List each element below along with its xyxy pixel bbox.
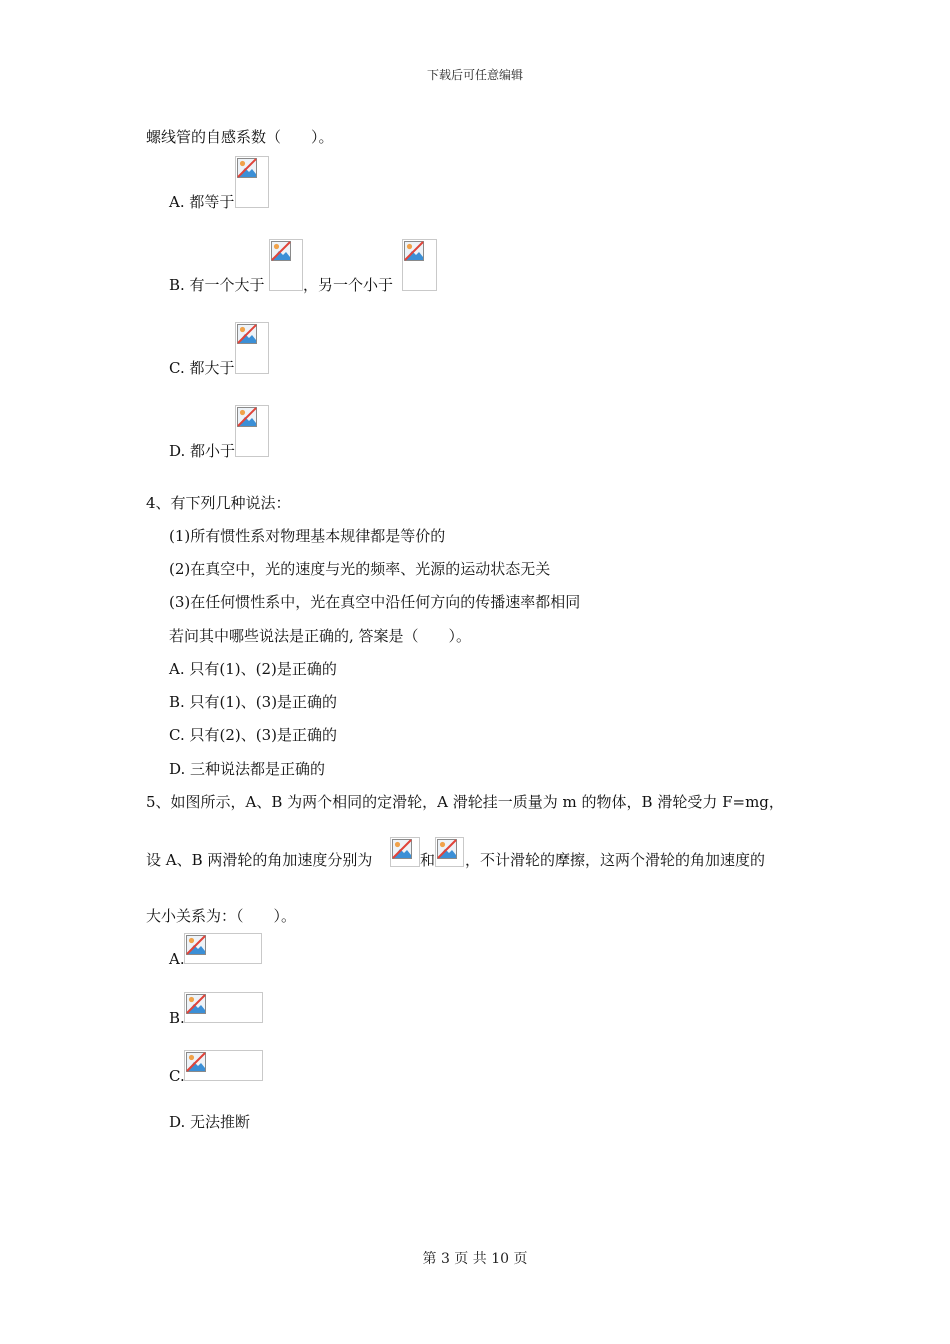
broken-image-icon <box>390 837 420 867</box>
broken-image-icon <box>184 992 263 1023</box>
q3-option-d: D. 都小于 <box>169 442 236 460</box>
q5-option-d: D. 无法推断 <box>169 1113 251 1131</box>
q4-stem: 4、有下列几种说法： <box>146 494 291 512</box>
q4-option-d: D. 三种说法都是正确的 <box>169 760 326 778</box>
q3-option-b-middle: ，另一个小于 <box>303 276 394 294</box>
q4-statement-3: (3)在任何惯性系中，光在真空中沿任何方向的传播速率都相同 <box>169 593 581 611</box>
broken-image-icon <box>235 405 269 457</box>
broken-image-icon <box>269 239 303 291</box>
q5-line-1: 5、如图所示，A、B 为两个相同的定滑轮，A 滑轮挂一质量为 m 的物体，B 滑轮受力 F=mg， <box>146 793 784 811</box>
q5-line-2-prefix: 设 A、B 两滑轮的角加速度分别为 <box>146 851 373 869</box>
q3-option-b-prefix: B. 有一个大于 <box>169 276 265 294</box>
q4-question: 若问其中哪些说法是正确的, 答案是（ ）。 <box>169 627 472 645</box>
q3-stem: 螺线管的自感系数（ ）。 <box>146 128 334 146</box>
broken-image-icon <box>435 837 464 867</box>
page-header: 下载后可任意编辑 <box>426 68 523 82</box>
q5-option-c: C. <box>169 1067 185 1085</box>
q3-option-c: C. 都大于 <box>169 359 235 377</box>
broken-image-icon <box>184 1050 263 1081</box>
q4-option-a: A. 只有(1)、(2)是正确的 <box>169 660 337 678</box>
page-footer: 第 3 页 共 10 页 <box>422 1251 528 1267</box>
q5-line-2-suffix: ，不计滑轮的摩擦，这两个滑轮的角加速度的 <box>465 851 766 869</box>
q5-option-a: A. <box>169 950 185 968</box>
q4-statement-1: (1)所有惯性系对物理基本规律都是等价的 <box>169 527 446 545</box>
broken-image-icon <box>402 239 437 291</box>
broken-image-icon <box>184 933 262 964</box>
q5-option-b: B. <box>169 1009 185 1027</box>
q5-line-3: 大小关系为：（ ）。 <box>146 907 297 925</box>
broken-image-icon <box>235 322 269 374</box>
q3-option-a: A. 都等于 <box>169 193 235 211</box>
q4-option-b: B. 只有(1)、(3)是正确的 <box>169 693 338 711</box>
q4-statement-2: (2)在真空中，光的速度与光的频率、光源的运动状态无关 <box>169 560 551 578</box>
q4-option-c: C. 只有(2)、(3)是正确的 <box>169 726 337 744</box>
q5-line-2-middle: 和 <box>420 851 436 869</box>
broken-image-icon <box>235 156 269 208</box>
